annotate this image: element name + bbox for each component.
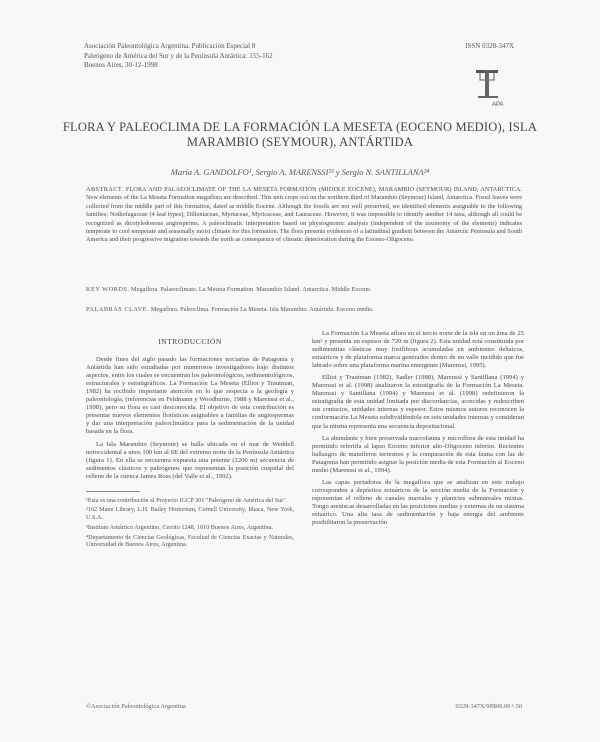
apa-logo-icon	[470, 64, 506, 108]
paragraph: La Formación La Meseta aflora en el tercio norte de la isla en un área de 25 km² y presenta un espesor de 720 m (figura 2). Esta unidad está constituida por sedimentitas clásticas muy fosilíferas acumuladas en ambientes deltaicos, estuáricos y de plataforma marca generados dentro de un valle incidido que fue labrado sobre una plataforma marina emergente (Marenssi, 1995).	[312, 330, 524, 370]
left-column	[86, 330, 294, 551]
price-code-footer: 0328-347X/98$00.00+.50	[455, 703, 522, 710]
keywords-lead: KEY WORDS.	[86, 286, 130, 293]
paragraph: La Isla Marambio (Seymour) se halla ubicada en el mar de Weddell noroccidental a unos 100 km al SE del extremo norte de la Península Antártica (figura 1). En ella se encuentra expuesta una potente (2200 m) secuencia de sedimentos clásticos y paleógenos que representan la posición cuspidal del relleno de la cuenca James Ross (del Valle et al., 1992).	[86, 440, 294, 480]
abstract-text: FLORA AND PALAEOCLIMATE OF THE LA MESETA FORMATION (MIDDLE EOCENE), MARAMBIO (SEYMOUR) ISLAND, ANTARCTICA. New elements of the La Meseta Formation megaflora are described. This unit crops out on the northern third of Marambio (Seymour) Island, Antarctica. Fossil leaves were collected from the middle part of this formation, dated as middle Eocene. Although the fossils are not well preserved, we identified elements assignable to the following families: Nothofagaceae (4 leaf types), Dilleniaceae, Myrtaceae, Myricaceae, and Lauraceae. However, it was impossible to identify another 14 taxa, although all could be recognized as dicotyledonous angiosperms. A paleoclimatic interpretation based on physiognomic analysis (independent of the taxonomy of the elements) indicates temperate to cool temperate and seasonally moist climate for this formation. The flora presents evidences of a latitudinal gradient between the Antarctic Peninsula and South America and their progressive migration towards the north as consequence of climatic deterioration during the Eoceno-Oligoceno.	[86, 186, 522, 244]
footnote: ⁴Departamento de Ciencias Geológicas, Facultad de Ciencias Exactas y Naturales, Universidad de Buenos Aires, Argentina.	[86, 533, 294, 549]
keywords-text: Megaflora. Palaeoclimate. La Meseta Formation. Marambio Island. Antarctica. Middle Eocene.	[129, 286, 372, 293]
footnote: ²162 Mann Library, L.H. Bailey Hortorium, Cornell University, Ithaca, New York, U.S.A.	[86, 506, 294, 522]
section-heading-introduccion: INTRODUCCIÓN	[158, 337, 222, 346]
copyright-footer: ©Asociación Paleontológica Argentina	[86, 703, 186, 710]
footnote-divider	[86, 491, 140, 492]
keywords	[86, 286, 371, 294]
palabras-clave-text: Megaflora. Paleoclima. Formación La Meseta. Isla Marambio. Antártida. Eoceno medio.	[149, 306, 375, 313]
abstract-lead: ABSTRACT.	[86, 186, 124, 193]
paragraph: Desde fines del siglo pasado las formaciones terciarias de Patagonia y Antártida han sido estudiadas por numerosos investigadores bajo distintos aspectos, entre los cuales se encuentran los paleontológicos, sedimentológicos, estructurales y estratigráficos. La Formación La Meseta (Elliot y Trautman, 1982) ha recibido importante atención en lo que respecta a la geología y paleontología, (referencias en Feldmann y Woodburne, 1988 y Marenssi et al., 1998), pero su flora es casi desconocida. El objetivo de esta contribución es presentar nuevos elementos florísticos asignables a familias de angiospermas y dar una interpretación paleoclimática para la sedimentación de la unidad basada en la flora.	[86, 356, 294, 436]
authors: María A. GANDOLFO¹, Sergio A. MARENSSI²³ y Sergio N. SANTILLANA²⁴	[170, 167, 430, 177]
journal-header-line: Asociación Paleontológica Argentina. Publicación Especial 8	[84, 42, 256, 50]
palabras-clave-lead: PALABRAS CLAVE.	[86, 306, 150, 313]
journal-header	[84, 42, 344, 71]
apa-logo-text: APA	[492, 102, 504, 108]
footnote: ¹Esta es una contribución al Proyecto IGCP 301 "Paleógeno de América del Sur".	[86, 496, 288, 504]
paper-title: FLORA Y PALEOCLIMA DE LA FORMACIÓN LA MESETA (EOCENO MEDIO), ISLA MARAMBIO (SEYMOUR), ANTÁRTIDA	[62, 120, 538, 149]
right-column	[312, 330, 524, 531]
abstract	[86, 186, 522, 245]
footnote: ³Instituto Antártico Argentino, Cerrito 1248, 1010 Buenos Aires, Argentina.	[86, 523, 273, 531]
issn: ISSN 0328-347X	[465, 42, 514, 50]
journal-header-line: Buenos Aires, 30-12-1998	[84, 61, 158, 69]
paragraph: Elliot y Trautman (1982), Sadler (1988), Marenssi y Santillana (1994) y Marenssi et al. (1998) analizaron la estratigrafía de la Formación La Meseta. Marenssi y Santillana (1994) y Marenssi et al. (1998) redefinieron la estratigrafía de esta unidad limitada por discordancias, acrecidas y redescriben sus contactos, unidades internas y espesor. Estos mismos autores reconocen la conformación La Meseta subdividiéndola en seis unidades internas y consideran que la misma representa una secuencia depositacional.	[312, 374, 524, 430]
paragraph: La abundante y bien preservada macrofauna y microflora de esta unidad ha permitido referirla al lapso Eoceno inferior alto-Oligoceno inferior. Recientes hallazgos de mamíferos terrestres y la comparación de esta fauna con las de Patagonia han permitido asignar la posición media de esta Formación al Eoceno medio (Marenssi et al., 1994).	[312, 434, 524, 474]
palabras-clave	[86, 306, 374, 314]
journal-header-line: Paleógeno de América del Sur y de la Península Antártica: 155-162	[84, 51, 273, 60]
paragraph: Las capas portadoras de la megaflora que se analizan en este trabajo corresponden a depósitos estuáricos de la sección media de la Formación y representan el relleno de canales mareales y planicies submareales mixtas. Tongo areniscas desarrolladas en las posiciones medias y externas de un sistema estuárico. Una alta tasa de sedimentación y baja energía del ambiente posibilitaron la preservación	[312, 478, 524, 527]
